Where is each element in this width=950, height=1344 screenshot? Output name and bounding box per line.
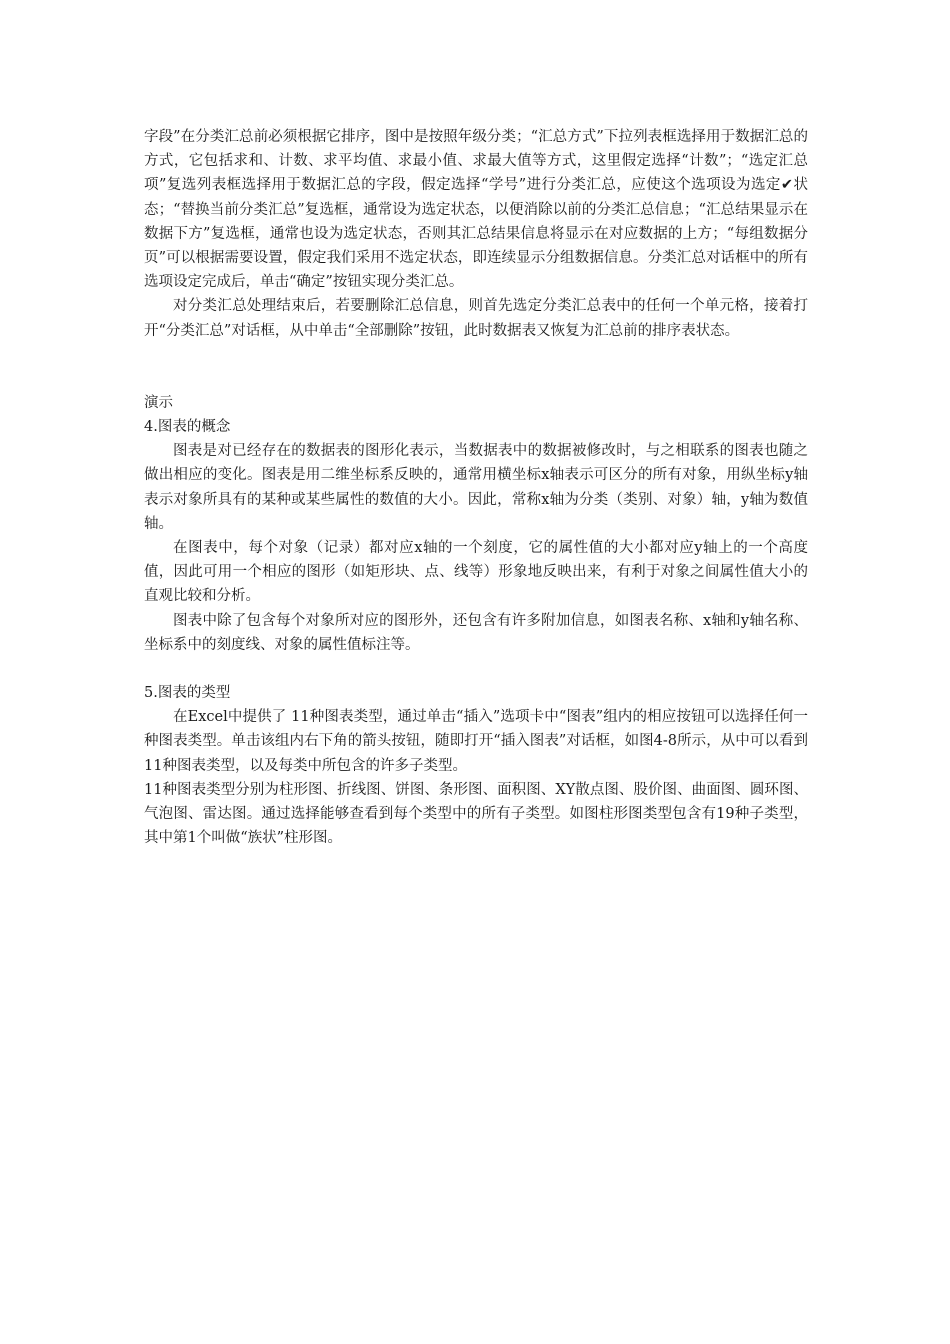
section-4-title: 4.图表的概念 bbox=[144, 419, 231, 436]
chart-concept-paragraph-3: 图表中除了包含每个对象所对应的图形外，还包含有许多附加信息，如图表名称、x轴和y轴名称、坐标系中的刻度线、对象的属性值标注等。 bbox=[144, 612, 808, 653]
chart-types-paragraph-2: 11种图表类型分别为柱形图、折线图、饼图、条形图、面积图、XY散点图、股价图、曲面图、圆环图、气泡图、雷达图。通过选择能够查看到每个类型中的所有子类型。如图柱形图类型包含有19种子类型，其中第1个叫做“族状”柱形图。 bbox=[144, 781, 808, 847]
spacer bbox=[144, 657, 808, 681]
chart-concept-paragraph-2: 在图表中，每个对象（记录）都对应x轴的一个刻度，它的属性值的大小都对应y轴上的一个高度值，因此可用一个相应的图形（如矩形块、点、线等）形象地反映出来，有利于对象之间属性值大小的直观比较和分析。 bbox=[144, 540, 808, 605]
demo-label: 演示 bbox=[144, 394, 173, 411]
spacer bbox=[144, 343, 808, 391]
subtotal-options-paragraph: 字段”在分类汇总前必须根据它排序，图中是按照年级分类；“汇总方式”下拉列表框选择用于数据汇总的方式，它包括求和、计数、求平均值、求最小值、求最大值等方式，这里假定选择“计数”；“选定汇总项”复选列表框选择用于数据汇总的字段，假定选择“学号”进行分类汇总，应使这个选项设为选定✔状态；“替换当前分类汇总”复选框，通常设为选定状态，以便消除以前的分类汇总信息；“汇总结果显示在数据下方”复选框，通常也设为选定状态，否则其汇总结果信息将显示在对应数据的上方；“每组数据分页”可以根据需要设置，假定我们采用不选定状态，即连续显示分组数据信息。分类汇总对话框中的所有选项设定完成后，单击“确定”按钮实现分类汇总。 bbox=[144, 129, 808, 291]
delete-subtotal-paragraph: 对分类汇总处理结束后，若要删除汇总信息，则首先选定分类汇总表中的任何一个单元格，接着打开“分类汇总”对话框，从中单击“全部删除”按钮，此时数据表又恢复为汇总前的排序表状态。 bbox=[144, 298, 808, 339]
chart-concept-paragraph-1: 图表是对已经存在的数据表的图形化表示，当数据表中的数据被修改时，与之相联系的图表也随之做出相应的变化。图表是用二维坐标系反映的，通常用横坐标x轴表示可区分的所有对象，用纵坐标y轴表示对象所具有的某种或某些属性的数值的大小。因此，常称x轴为分类（类别、对象）轴，y轴为数值轴。 bbox=[144, 443, 808, 532]
chart-types-paragraph-1: 在Excel中提供了 11种图表类型，通过单击“插入”选项卡中“图表”组内的相应按钮可以选择任何一种图表类型。单击该组内右下角的箭头按钮，随即打开“插入图表”对话框，如图4-8所示，从中可以看到11种图表类型，以及每类中所包含的许多子类型。 bbox=[144, 709, 808, 774]
document-body bbox=[144, 125, 808, 850]
section-5-title: 5.图表的类型 bbox=[144, 685, 231, 702]
